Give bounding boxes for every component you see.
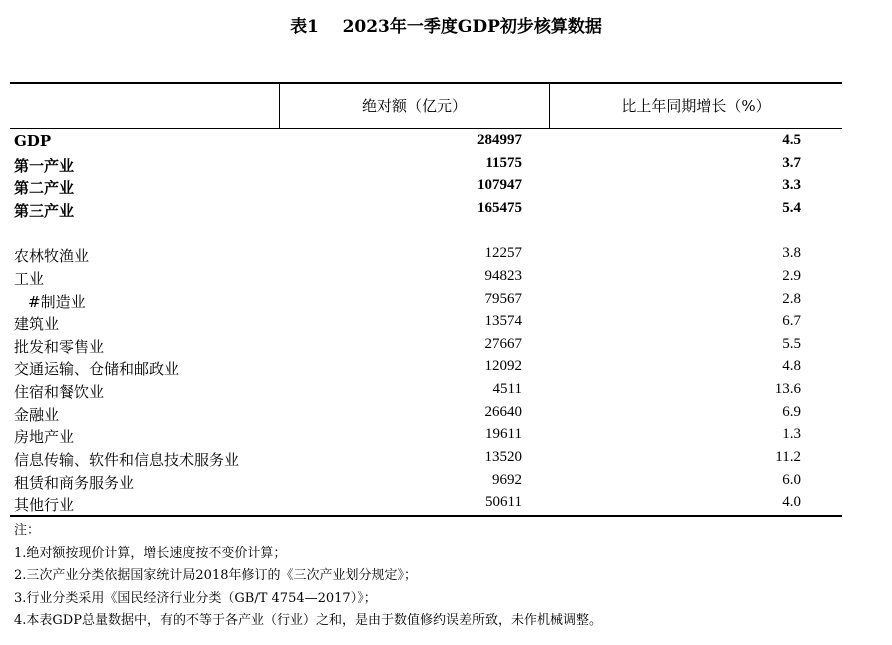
row-value: 13574: [484, 313, 522, 329]
row-growth: 4.8: [782, 358, 801, 374]
note-item: 1.绝对额按现价计算，增长速度按不变价计算；: [14, 545, 287, 561]
row-label: GDP: [14, 132, 52, 150]
table-row: [10, 358, 842, 381]
table-notes: [14, 520, 602, 633]
row-growth: 6.7: [782, 313, 801, 329]
note-item: 2.三次产业分类依据国家统计局2018年修订的《三次产业划分规定》；: [14, 568, 417, 584]
row-growth: 5.5: [782, 336, 801, 352]
table-row: [10, 155, 842, 178]
row-label: #制造业: [28, 293, 86, 311]
row-value: 107947: [477, 177, 522, 193]
row-value: 27667: [484, 336, 522, 352]
row-growth: 11.2: [775, 449, 801, 465]
row-value: 12092: [484, 358, 522, 374]
table-row: [10, 132, 842, 155]
note-heading: 注：: [14, 523, 41, 538]
row-growth: 6.9: [782, 404, 801, 420]
table-row: [10, 200, 842, 223]
row-label: 第二产业: [14, 179, 75, 197]
table-row: [10, 472, 842, 495]
row-label: 住宿和餐饮业: [14, 383, 105, 401]
table-row: [10, 426, 842, 449]
row-growth: 6.0: [782, 472, 801, 488]
row-growth: 4.0: [782, 494, 801, 510]
table-row: [10, 336, 842, 359]
row-label: 房地产业: [14, 428, 75, 446]
header-rule: [10, 128, 842, 129]
row-growth: 3.7: [782, 155, 801, 171]
note-item: 3.行业分类采用《国民经济行业分类（GB/T 4754—2017）》；: [14, 590, 377, 606]
table-row: [10, 494, 842, 517]
row-label: 其他行业: [14, 496, 75, 514]
row-value: 284997: [477, 132, 522, 148]
row-growth: 1.3: [782, 426, 801, 442]
row-value: 4511: [492, 381, 522, 397]
row-growth: 3.8: [782, 245, 801, 261]
table-row: [10, 268, 842, 291]
row-label: 批发和零售业: [14, 338, 105, 356]
row-growth: 4.5: [782, 132, 801, 148]
row-label: 第三产业: [14, 202, 75, 220]
row-growth: 5.4: [782, 200, 801, 216]
row-label: 交通运输、仓储和邮政业: [14, 360, 180, 378]
table-row: [10, 381, 842, 404]
row-growth: 2.9: [782, 268, 801, 284]
table-row: [10, 177, 842, 200]
row-growth: 3.3: [782, 177, 801, 193]
row-label: 工业: [14, 270, 45, 288]
header-col-name: [10, 84, 279, 128]
row-growth: 13.6: [774, 381, 801, 397]
row-growth: 2.8: [782, 291, 801, 307]
row-value: 165475: [477, 200, 522, 216]
row-label: 金融业: [14, 406, 60, 424]
table-row: [10, 291, 842, 314]
row-value: 94823: [484, 268, 522, 284]
row-value: 9692: [492, 472, 522, 488]
row-value: 19611: [485, 426, 522, 442]
row-label: 信息传输、软件和信息技术服务业: [14, 451, 240, 469]
row-value: 26640: [484, 404, 522, 420]
row-label: 农林牧渔业: [14, 247, 90, 265]
table-title: 表1 2023年一季度GDP初步核算数据: [290, 17, 602, 37]
row-label: 建筑业: [14, 315, 60, 333]
row-value: 50611: [485, 494, 522, 510]
note-item: 4.本表GDP总量数据中，有的不等于各产业（行业）之和，是由于数值修约误差所致，未作机械调整。: [14, 613, 602, 629]
table-row: [10, 404, 842, 427]
row-value: 11575: [485, 155, 522, 171]
row-value: 79567: [484, 291, 522, 307]
row-value: 13520: [484, 449, 522, 465]
header-col-value: 绝对额（亿元）: [361, 97, 467, 115]
table-row: [10, 449, 842, 472]
row-label: 租赁和商务服务业: [14, 474, 135, 492]
row-label: 第一产业: [14, 157, 75, 175]
row-value: 12257: [484, 245, 522, 261]
header-col-growth: 比上年同期增长（%）: [621, 97, 771, 115]
table-row: [10, 313, 842, 336]
table-row: [10, 245, 842, 268]
